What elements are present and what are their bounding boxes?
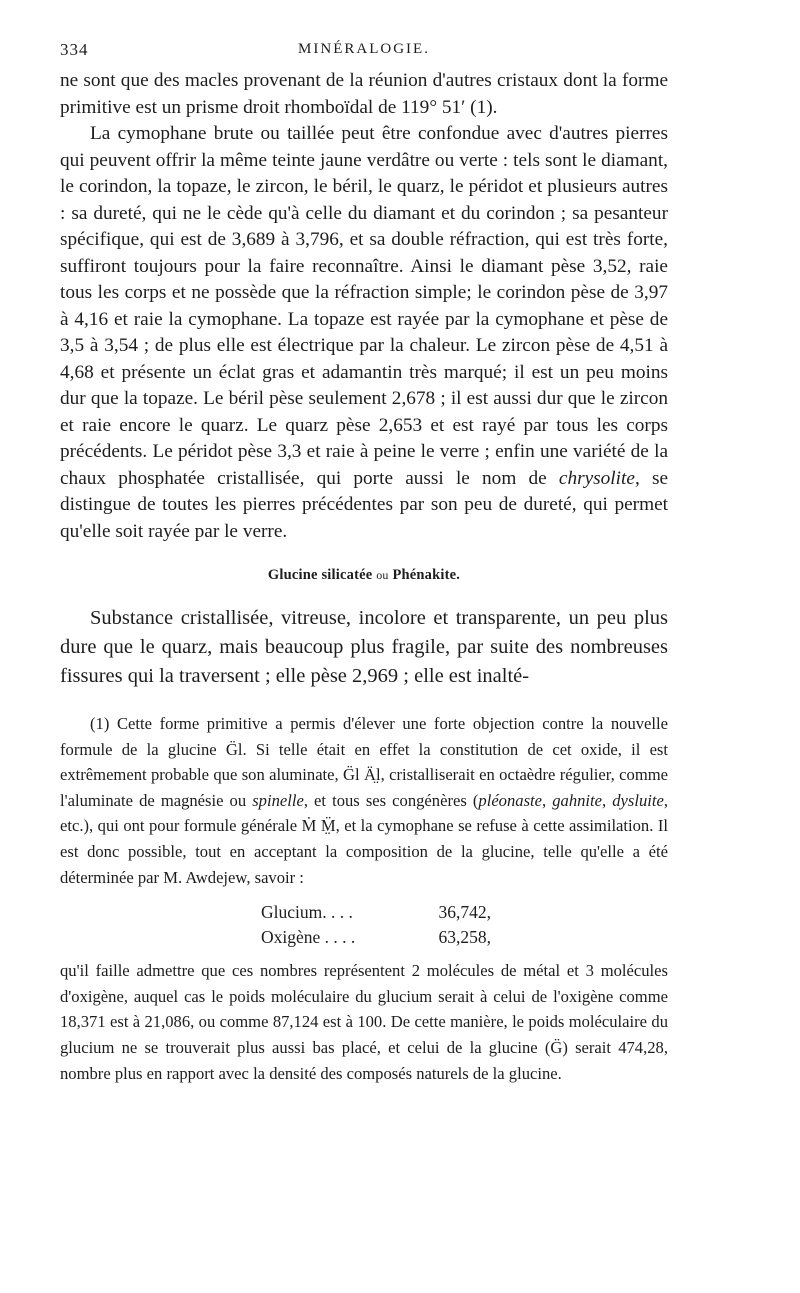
term-dysluite: dysluite: [612, 790, 664, 810]
formula-value: 63,258,: [438, 927, 491, 948]
formula-row: [261, 925, 491, 950]
separator: ,: [602, 790, 613, 810]
footnote-text: , etc.), qui ont pour formule générale Ṁ M̤̈, et la cymophane se refuse à cette assimilation. Il est donc possible, tout en acceptant la composition de la glucine, telle qu'elle a été déterminée par M. Awdejew, savoir :: [60, 790, 669, 887]
section-title-alt: Phénakite.: [392, 567, 461, 583]
paragraph-text: , se distingue de toutes les pierres précédentes par son peu de dureté, qui permet qu'elle soit rayée par le verre.: [60, 467, 669, 542]
book-page: [60, 40, 668, 1086]
section-title: [60, 567, 668, 584]
formula-label: Glucium. . . .: [261, 902, 353, 923]
footnote-conclusion: qu'il faille admettre que ces nombres représentent 2 molécules de métal et 3 molécules d'oxigène, auquel cas le poids moléculaire du glucium serait à celui de l'oxigène comme 18,371 est à 21,086, ou comme 87,124 est à 100. De cette manière, le poids moléculaire du glucium ne se trouverait plus aussi bas placé, et celui de la glucine (G̈) serait 474,28, nombre plus en rapport avec la densité des composés naturels de la glucine.: [60, 961, 668, 1083]
section-body: Substance cristallisée, vitreuse, incolore et transparente, un peu plus dure que le quarz, mais beaucoup plus fragile, par suite des nombreuses fissures qui la traversent ; elle pèse 2,969 ; elle est inalté-: [60, 607, 668, 687]
paragraph-cymophane: [60, 121, 668, 545]
footnote-text: , et tous ses congénères (: [303, 790, 479, 810]
main-text: [60, 68, 668, 545]
formula-value: 36,742,: [438, 902, 491, 923]
paragraph: ne sont que des macles provenant de la réunion d'autres cristaux dont la forme primitive est un prisme droit rhomboïdal de 119° 51′ (1).: [60, 70, 668, 118]
paragraph-text: La cymophane brute ou taillée peut être confondue avec d'autres pierres qui peuvent offrir la même teinte jaune verdâtre ou verte : tels sont le diamant, le corindon, la topaze, le zircon, le béril, le quarz, le péridot et plusieurs autres : sa dureté, qui ne le cède qu'à celle du diamant et du corindon ; sa pesanteur spécifique, qui est de 3,689 à 3,796, et sa double réfraction, qui est très forte, suffiront toujours pour la faire reconnaître. Ainsi le diamant pèse 3,52, raie tous les corps et ne possède que la réfraction simple; le corindon pèse de 3,97 à 4,16 et raie la cymophane. La topaze est rayée par la cymophane et pèse de 3,5 à 3,54 ; de plus elle est électrique par la chaleur. Le zircon pèse de 4,51 à 4,68 et présente un éclat gras et adamantin très marqué; il est un peu moins dur que la topaze. Le béril pèse seulement 2,678 ; il est aussi dur que le zircon et raie encore le quarz. Le quarz pèse 2,653 et est rayé par tous les corps précédents. Le péridot pèse 3,3 et raie à peine le verre ; enfin une variété de la chaux phosphatée cristallisée, qui porte aussi le nom de: [60, 123, 668, 489]
term-spinelle: spinelle: [252, 790, 304, 810]
section-title-ou: ou: [376, 568, 389, 582]
running-head: [60, 40, 668, 68]
term-pleonaste: pléonaste: [478, 790, 543, 810]
term-chrysolite: chrysolite: [558, 467, 635, 489]
page-number: 334: [60, 40, 89, 59]
composition-formula: [261, 900, 491, 950]
separator: ,: [542, 790, 553, 810]
footnote-paragraph: [60, 711, 668, 890]
section-title-main: Glucine silicatée: [267, 567, 373, 583]
formula-row: [261, 900, 491, 925]
footnote: [60, 711, 668, 1086]
term-gahnite: gahnite: [552, 790, 603, 810]
footnote-text: (1) Cette forme primitive a permis d'élever une forte objection contre la nouvelle formule de la glucine G̈l. Si telle était en effet la constitution de cet oxide, il est extrêmement probable que son aluminate, G̈l Ä̤l, cristalliserait en octaèdre régulier, comme l'aluminate de magnésie ou: [60, 714, 668, 810]
formula-label: Oxigène . . . .: [261, 927, 356, 948]
running-title: MINÉRALOGIE.: [298, 41, 430, 57]
